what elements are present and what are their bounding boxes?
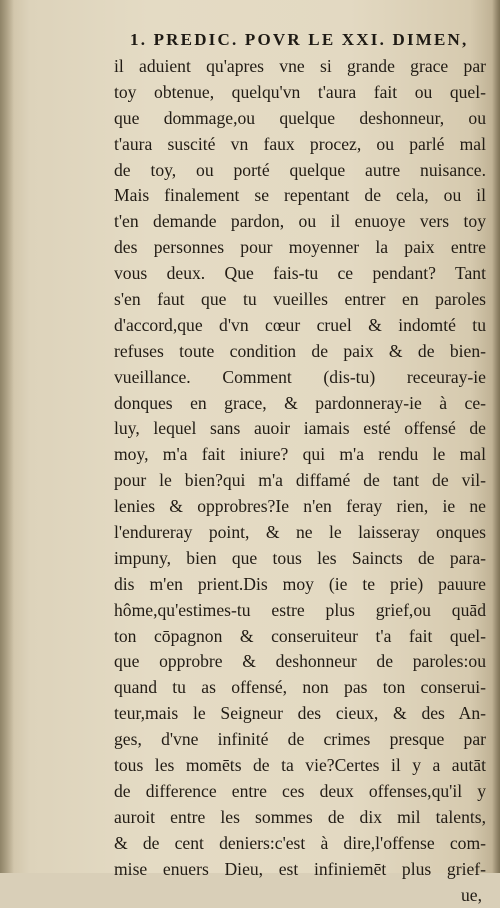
- text-line: donques en grace, & pardonneray-ie à ce-: [114, 391, 486, 417]
- gutter-shadow: [0, 0, 14, 873]
- text-line: d'accord,que d'vn cœur cruel & indomté tu: [114, 313, 486, 339]
- body-text: [114, 54, 486, 908]
- text-line: luy, lequel sans auoir iamais esté offensé de: [114, 416, 486, 442]
- text-line: l'endureray point, & ne le laisseray onques: [114, 520, 486, 546]
- text-line: vueillance. Comment (dis-tu) receuray-ie: [114, 365, 486, 391]
- text-line: ton cōpagnon & conseruiteur t'a fait quel-: [114, 624, 486, 650]
- text-line: ges, d'vne infinité de crimes presque par: [114, 727, 486, 753]
- text-line: il aduient qu'apres vne si grande grace par: [114, 54, 486, 80]
- running-head: 1. PREDIC. POVR LE XXI. DIMEN,: [130, 30, 495, 50]
- text-line: s'en faut que tu vueilles entrer en paroles: [114, 287, 486, 313]
- text-line: de difference entre ces deux offenses,qu'il y: [114, 779, 486, 805]
- page-edge-shadow: [492, 0, 500, 873]
- text-line: vous deux. Que fais-tu ce pendant? Tant: [114, 261, 486, 287]
- text-line: que dommage,ou quelque deshonneur, ou: [114, 106, 486, 132]
- text-line: moy, m'a fait iniure? qui m'a rendu le mal: [114, 442, 486, 468]
- text-line: refuses toute condition de paix & de bien-: [114, 339, 486, 365]
- text-line: quand tu as offensé, non pas ton conserui-: [114, 675, 486, 701]
- text-line: teur,mais le Seigneur des cieux, & des An-: [114, 701, 486, 727]
- text-line: des personnes pour moyenner la paix entre: [114, 235, 486, 261]
- text-line: pour le bien?qui m'a diffamé de tant de vil-: [114, 468, 486, 494]
- catchword: ue,: [114, 883, 486, 908]
- text-line: de toy, ou porté quelque autre nuisance.: [114, 158, 486, 184]
- text-line: impuny, bien que tous les Saincts de para-: [114, 546, 486, 572]
- text-line: dis m'en prient.Dis moy (ie te prie) pauure: [114, 572, 486, 598]
- text-line: hôme,qu'estimes-tu estre plus grief,ou quād: [114, 598, 486, 624]
- text-line: Mais finalement se repentant de cela, ou il: [114, 183, 486, 209]
- text-line: & de cent deniers:c'est à dire,l'offense com-: [114, 831, 486, 857]
- text-line: toy obtenue, quelqu'vn t'aura fait ou quel-: [114, 80, 486, 106]
- text-line: t'en demande pardon, ou il enuoye vers toy: [114, 209, 486, 235]
- text-line: mise enuers Dieu, est infiniemēt plus grief-: [114, 857, 486, 883]
- text-line: auroit entre les sommes de dix mil talents,: [114, 805, 486, 831]
- text-line: tous les momēts de ta vie?Certes il y a autāt: [114, 753, 486, 779]
- text-line: t'aura suscité vn faux procez, ou parlé mal: [114, 132, 486, 158]
- text-line: lenies & opprobres?Ie n'en feray rien, ie ne: [114, 494, 486, 520]
- text-line: que opprobre & deshonneur de paroles:ou: [114, 649, 486, 675]
